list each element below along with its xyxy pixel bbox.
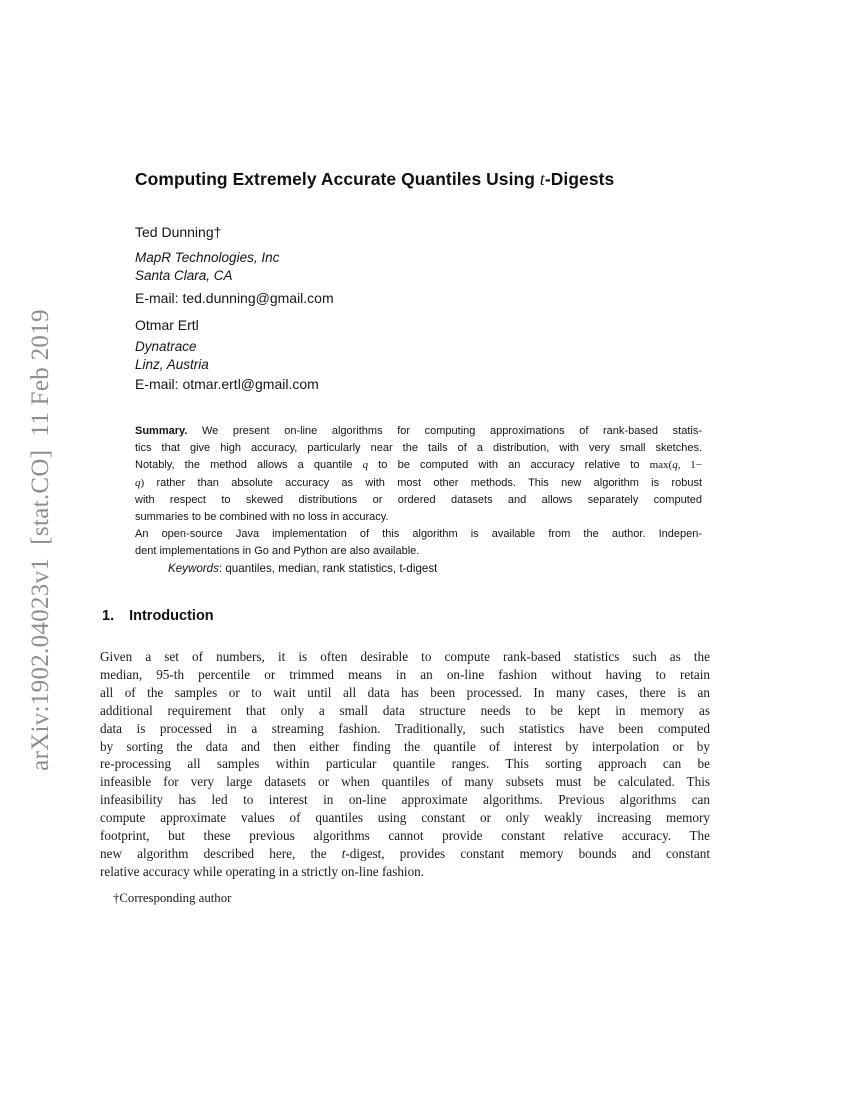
- affiliation-location: Santa Clara, CA: [135, 267, 233, 283]
- section-heading-introduction: [102, 608, 214, 624]
- abstract-summary: Summary. We present on-line algorithms for computing approximations of rank-based statis- tics that give high accuracy, particularly near the tails of a distribution, with very small sketches. Notably, the method allows a quantile q to be computed with an accuracy relative to max(q, 1− q) rather than absolute accuracy as with most other methods. This new algorithm is robust with respect to skewed distributions or ordered datasets and allows separately computed summaries to be combined with no loss in accuracy. An open-source Java implementation of this algorithm is available from the author. Indepen- dent implementations in Go and Python are also available.: [135, 425, 702, 558]
- introduction-paragraph: Given a set of numbers, it is often desirable to compute rank-based statistics such as the median, 95-th percentile or trimmed means in an on-line fashion without having to retain all of the samples or to wait until all data has been processed. In many cases, there is an additional requirement that only a small data structure needs to be kept in memory as data is processed in a streaming fashion. Traditionally, such statistics have been computed by sorting the data and then either finding the quantile of interest by interpolation or by re-processing all samples within particular quantile ranges. This sorting approach can be infeasible for very large datasets or when quantiles of many subsets must be calculated. This infeasibility has led to interest in on-line approximate algorithms. Previous algorithms can compute approximate values of quantiles using constant or only weakly increasing memory footprint, but these previous algorithms cannot provide constant relative accuracy. The new algorithm described here, the t-digest, provides constant memory bounds and constant relative accuracy while operating in a strictly on-line fashion.: [100, 649, 711, 879]
- affiliation-location: Linz, Austria: [135, 356, 209, 372]
- author-affiliation-1: [135, 249, 279, 284]
- keywords-label: Keywords: [168, 562, 219, 575]
- section-number: 1.: [102, 608, 115, 624]
- keywords-list: : quantiles, median, rank statistics, t-digest: [218, 562, 438, 575]
- affiliation-org: Dynatrace: [135, 339, 197, 354]
- corresponding-author-footnote: †Corresponding author: [113, 891, 232, 905]
- section-title: Introduction: [129, 608, 214, 624]
- author-email-2: E-mail: otmar.ertl@gmail.com: [135, 376, 319, 392]
- arxiv-watermark: arXiv:1902.04023v1 [stat.CO] 11 Feb 2019: [27, 309, 54, 771]
- author-name-2: Otmar Ertl: [135, 317, 199, 333]
- author-name-1: Ted Dunning†: [135, 224, 222, 240]
- author-affiliation-2: [135, 338, 209, 373]
- paper-title: Computing Extremely Accurate Quantiles Using t-Digests: [135, 169, 615, 189]
- author-email-1: E-mail: ted.dunning@gmail.com: [135, 290, 334, 306]
- keywords-line: [168, 562, 437, 575]
- affiliation-org: MapR Technologies, Inc: [135, 250, 280, 265]
